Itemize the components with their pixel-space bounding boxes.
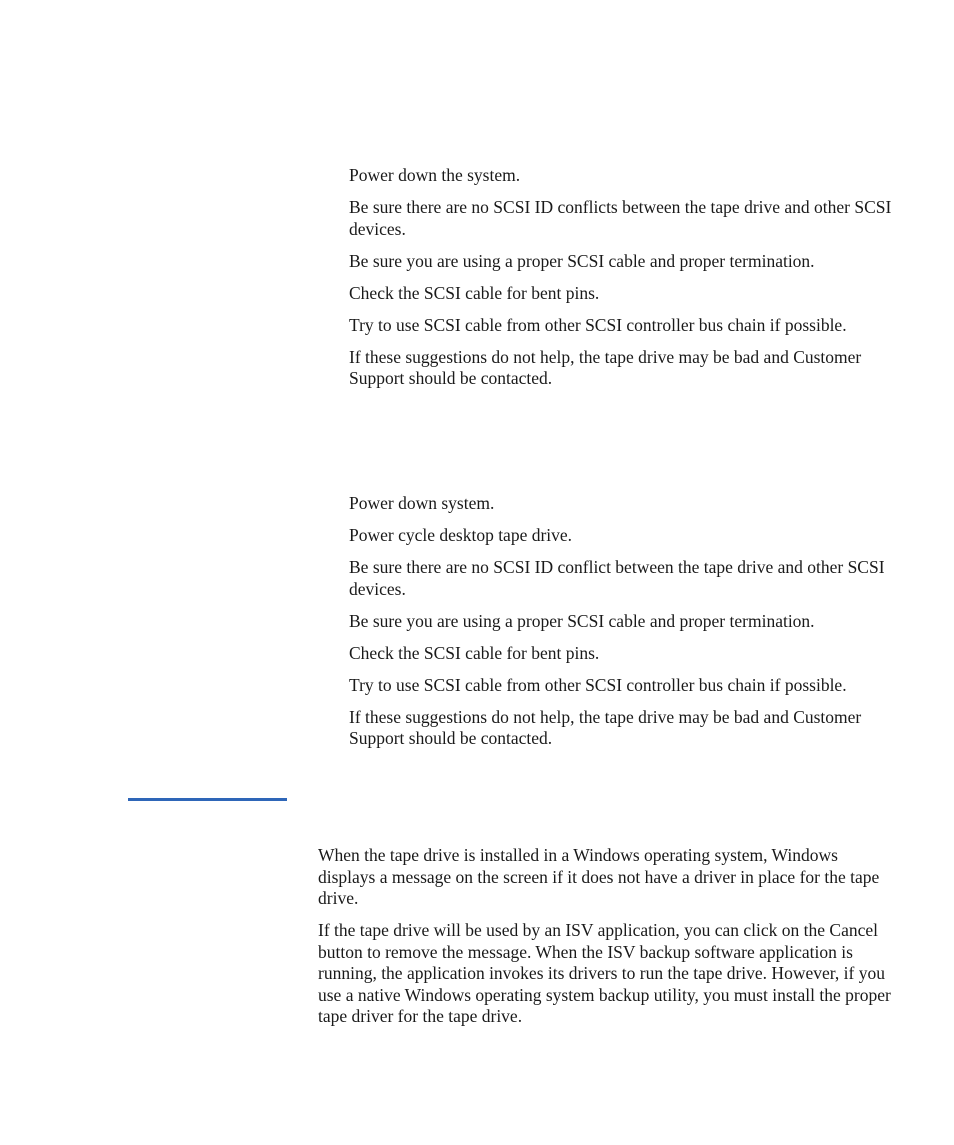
troubleshooting-steps-list-1 — [349, 165, 909, 400]
step-item: Be sure there are no SCSI ID conflict between the tape drive and other SCSI devices. — [349, 557, 885, 599]
step-item: Power down system. — [349, 493, 495, 513]
paragraph: When the tape drive is installed in a Windows operating system, Windows displays a message on the screen if it does not have a driver in place for the tape drive. — [318, 845, 880, 908]
step-item: Check the SCSI cable for bent pins. — [349, 642, 600, 663]
step-item: Power cycle desktop tape drive. — [349, 525, 573, 545]
step-item: Be sure there are no SCSI ID conflicts between the tape drive and other SCSI devices. — [349, 197, 892, 239]
step-item: Try to use SCSI cable from other SCSI controller bus chain if possible. — [349, 314, 847, 335]
driver-explanation-text — [318, 845, 898, 1038]
troubleshooting-steps-list-2 — [349, 493, 909, 760]
step-item: If these suggestions do not help, the tape drive may be bad and Customer Support should be contacted. — [349, 706, 862, 748]
step-item: Power down the system. — [349, 165, 521, 185]
paragraph: If the tape drive will be used by an ISV application, you can click on the Cancel button to remove the message. When the ISV backup software application is running, the application invokes its drivers to run the tape drive. However, if you use a native Windows operating system backup utility, you must install the proper tape driver for the tape drive. — [318, 920, 891, 1026]
section-divider-rule — [128, 798, 287, 801]
step-item: If these suggestions do not help, the tape drive may be bad and Customer Support should be contacted. — [349, 346, 862, 388]
step-item: Be sure you are using a proper SCSI cable and proper termination. — [349, 610, 815, 631]
step-item: Check the SCSI cable for bent pins. — [349, 282, 600, 303]
step-item: Be sure you are using a proper SCSI cable and proper termination. — [349, 250, 815, 271]
step-item: Try to use SCSI cable from other SCSI controller bus chain if possible. — [349, 674, 847, 695]
